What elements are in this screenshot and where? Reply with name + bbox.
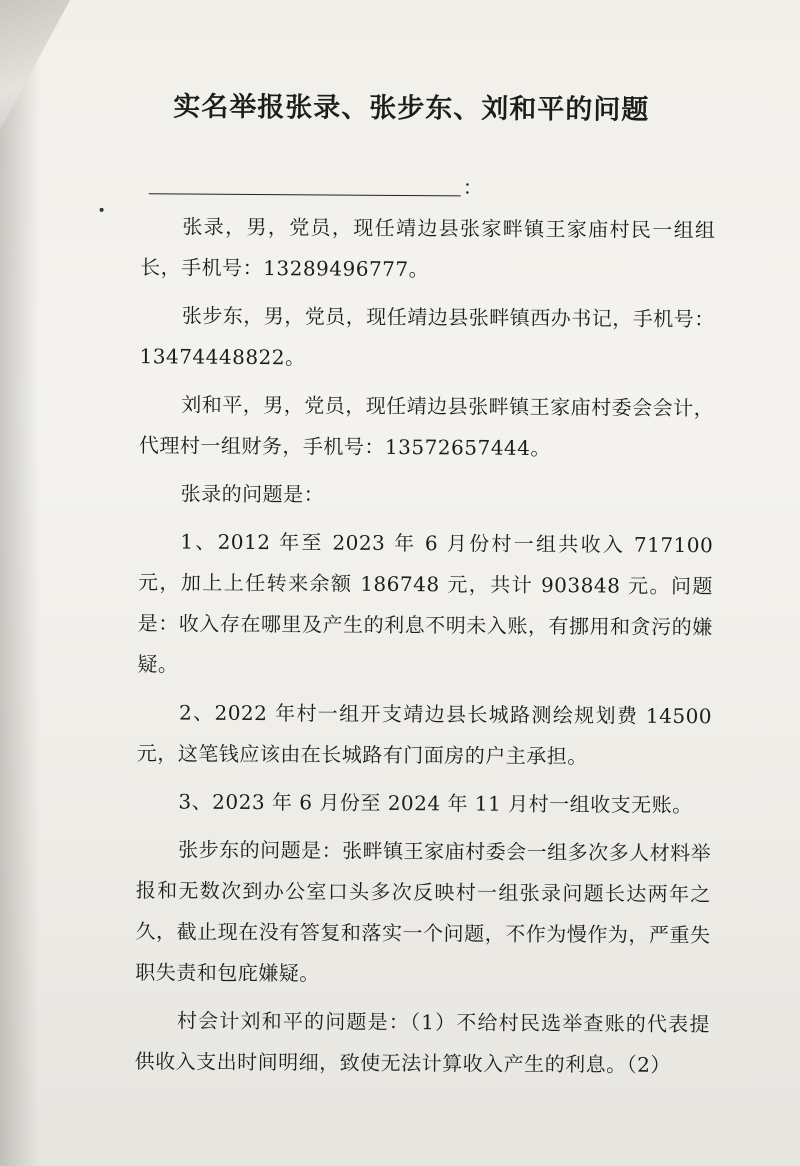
paragraph-zhangbudong-info: 张步东，男，党员，现任靖边县张畔镇西办书记，手机号：13474448822。 bbox=[139, 303, 715, 370]
paragraph-liuheping-issues: 村会计刘和平的问题是：（1）不给村民选举查账的代表提供收入支出时间明细，致使无法计算收入产生的利息。（2） bbox=[134, 1008, 711, 1077]
paragraph-issue-1: 1、2012 年至 2023 年 6 月份村一组共收入 717100 元，加上上任转来余额 186748 元，共计 903848 元。问题是：收入存在哪里及产生的利息不明未入账，有挪用和贪污的嫌疑。 bbox=[137, 529, 714, 677]
salutation-colon: ： bbox=[462, 175, 483, 200]
paragraph-zhangbudong-issues: 张步东的问题是：张畔镇王家庙村委会一组多次多人材料举报和无数次到办公室口头多次反映村一组张录问题长达两年之久，截止现在没有答复和落实一个问题，不作为慢作为，严重失职失责和包庇嫌疑。 bbox=[135, 837, 712, 986]
document-title: 实名举报张录、张步东、刘和平的问题 bbox=[173, 91, 650, 126]
salutation-blank bbox=[149, 170, 484, 200]
paper-speck bbox=[100, 208, 104, 212]
paragraph-zhanglu-info: 张录，男，党员，现任靖边县张家畔镇王家庙村民一组组长，手机号：13289496777。 bbox=[140, 214, 716, 282]
salutation-underline bbox=[149, 193, 461, 196]
paragraph-issue-2: 2、2022 年村一组开支靖边县长城路测绘规划费 14500 元，这笔钱应该由在长城路有门面房的户主承担。 bbox=[136, 700, 713, 769]
paragraph-issue-3: 3、2023 年 6 月份至 2024 年 11 月村一组收支无账。 bbox=[178, 789, 693, 818]
paragraph-zhanglu-issues-heading: 张录的问题是： bbox=[180, 481, 325, 507]
document-body bbox=[134, 206, 715, 1093]
paragraph-liuheping-info: 刘和平，男，党员，现任靖边县张畔镇王家庙村委会会计，代理村一组财务，手机号：13572657444。 bbox=[138, 392, 715, 461]
